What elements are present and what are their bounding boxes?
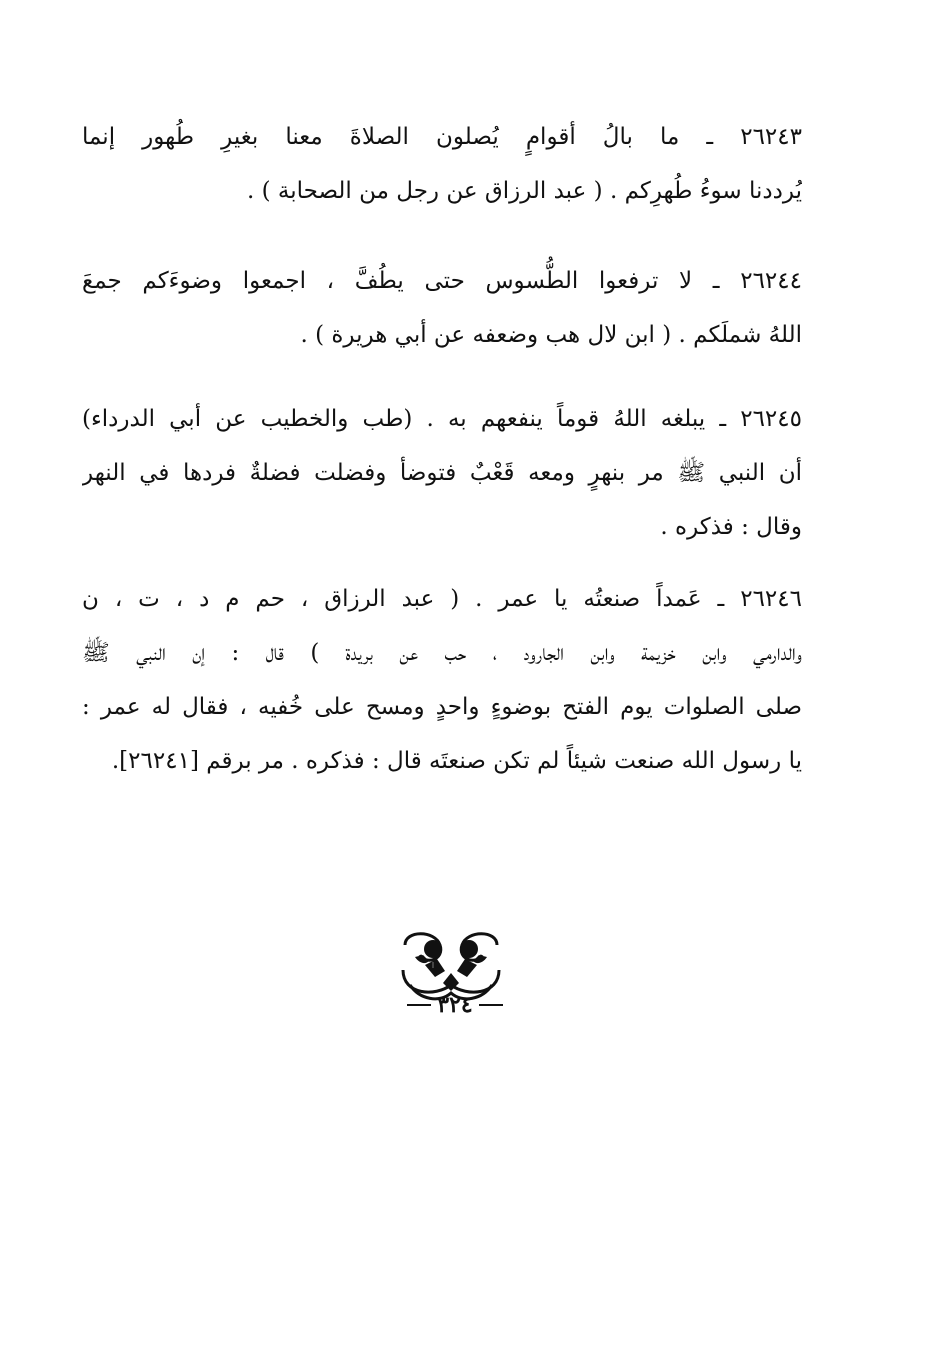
entry-line: والدارمي وابن خزيمة وابن الجارود ، حب عن بريدة ) قال : إن النبي ﷺ	[82, 640, 802, 666]
page-number	[395, 990, 515, 1020]
entry-line: اللهُ شملَكم . ( ابن لال هب وضعفه عن أبي هريرة ) .	[300, 322, 802, 348]
entry-line: وقال : فذكره .	[660, 514, 802, 540]
dash-left	[407, 1004, 431, 1006]
hadith-entry-26244	[82, 254, 802, 362]
hadith-entry-26243	[82, 110, 802, 218]
print-speck	[432, 962, 434, 968]
entry-line: ٢٦٢٤٣ ـ ما بالُ أقوامٍ يُصلون الصلاةَ معنا بغيرِ طُهور إنما	[82, 124, 802, 150]
hadith-entry-26245	[82, 392, 802, 554]
entry-line: يُرددنا سوءُ طُهرِكم . ( عبد الرزاق عن رجل من الصحابة ) .	[246, 178, 802, 204]
entry-line: يا رسول الله صنعت شيئاً لم تكن صنعتَه قال : فذكره . مر برقم [٢٦٢٤١].	[111, 748, 802, 774]
entry-line: أن النبي ﷺ مر بنهرٍ ومعه قَعْبٌ فتوضأ وفضلت فضلةٌ فردها في النهر	[82, 460, 802, 486]
entry-line: ٢٦٢٤٦ ـ عَمداً صنعتُه يا عمر . ( عبد الرزاق ، حم م د ، ت ، ن	[82, 586, 802, 612]
entry-line: صلى الصلوات يوم الفتح بوضوءٍ واحدٍ ومسح على خُفيه ، فقال له عمر :	[82, 694, 802, 720]
dash-right	[479, 1004, 503, 1006]
hadith-entry-26246	[82, 572, 802, 788]
entry-line: ٢٦٢٤٥ ـ يبلغه اللهُ قوماً ينفعهم به . (طب والخطيب عن أبي الدرداء)	[82, 406, 802, 432]
entry-line: ٢٦٢٤٤ ـ لا ترفعوا الطُّسوس حتى يطُفَّ ، اجمعوا وضوءَكم جمعَ	[82, 268, 802, 294]
page-number-text: ٣٢٤	[437, 992, 473, 1018]
